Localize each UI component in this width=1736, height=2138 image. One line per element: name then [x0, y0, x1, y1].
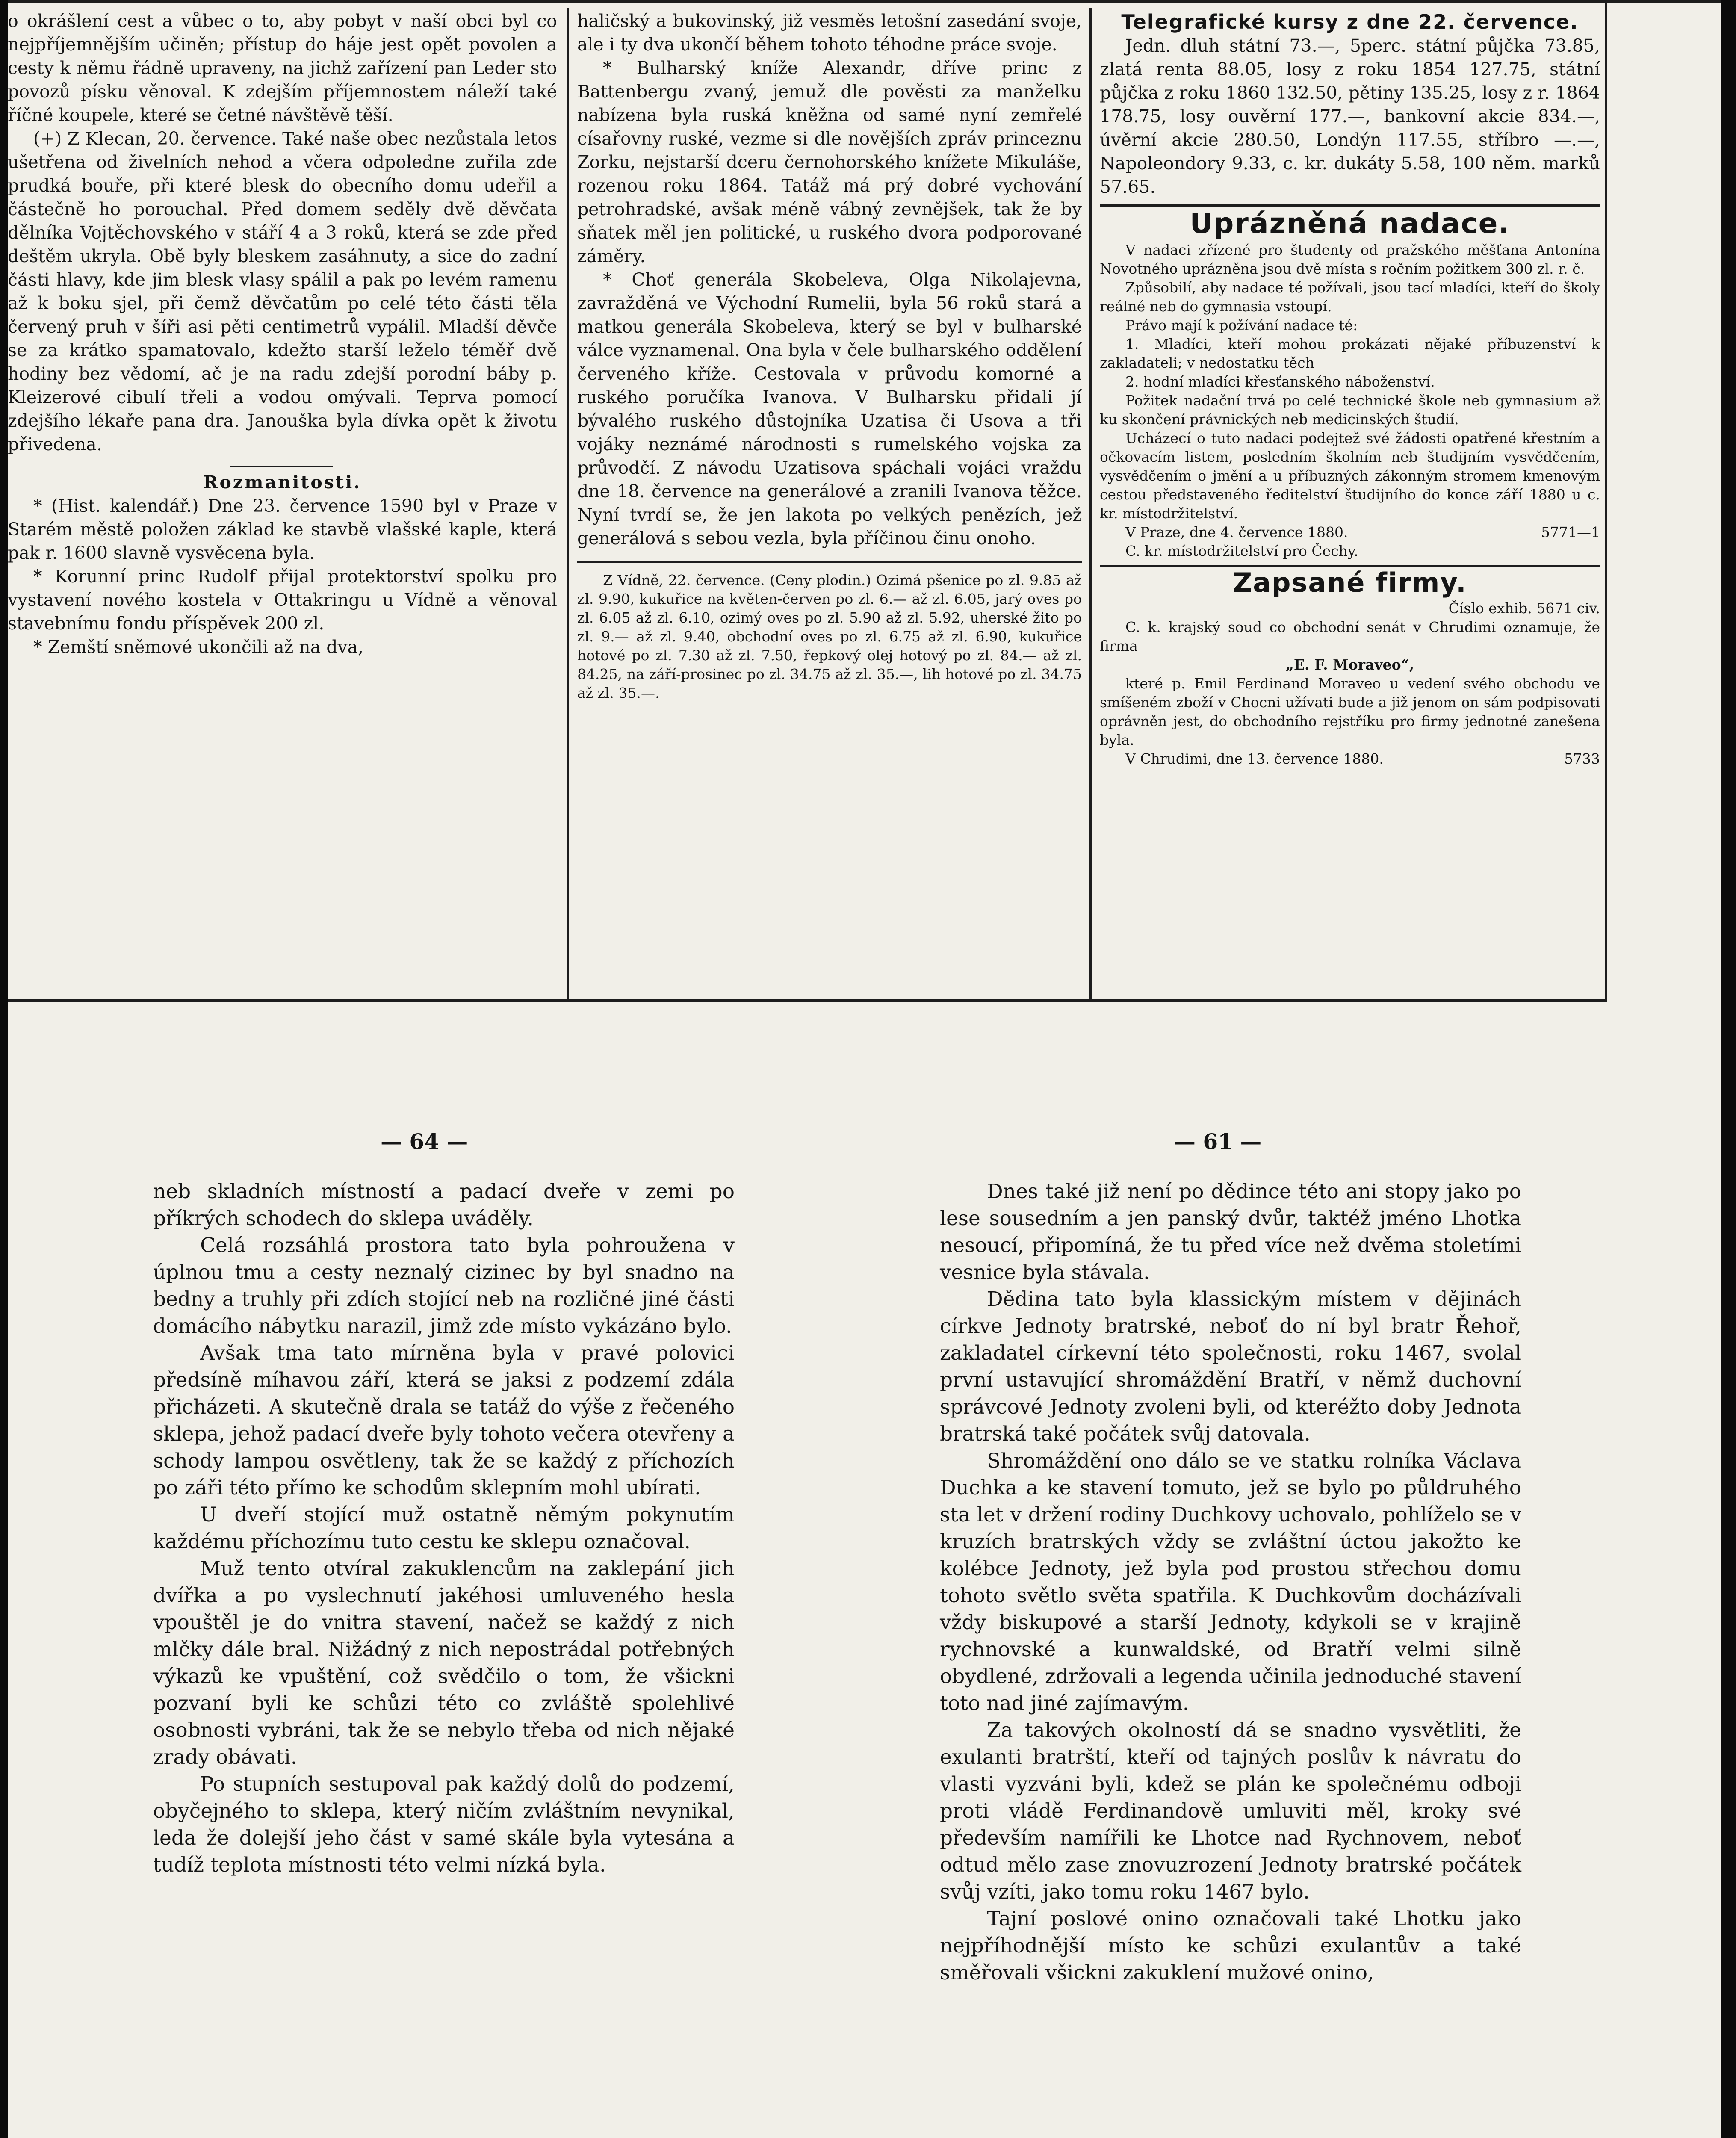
news-item: * Korunní princ Rudolf přijal protektorství spolku pro vystavení nového kostela v Ottakringu u Vídně a věnoval stavebnímu fondu příspěvek 200 zl. — [8, 566, 557, 634]
news-item: * Zemští sněmové ukončili až na dva, — [33, 637, 364, 657]
book-paragraph: Celá rozsáhlá prostora tato byla pohroužena v úplnou tmu a cesty neznalý cizinec by byl snadno na bedny a truhly při zdích stojící neb na rozličné jiné části domácího nábytku narazil, jimž zde místo vykázáno bylo. — [153, 1234, 735, 1338]
section-heading: Rozmanitosti. — [203, 472, 362, 493]
notice-line: C. k. krajský soud co obchodní senát v Chrudimi oznamuje, že firma — [1100, 619, 1600, 654]
notice-line: které p. Emil Ferdinand Moraveo u vedení svého obchodu ve smíšeném zboží v Chocni užívati bude a již jenom on sám podpisovati oprávněn jest, do obchodního rejstříku pro firmy jednotné zanešena byla. — [1100, 675, 1600, 748]
news-column-1 — [8, 9, 557, 659]
book-paragraph: Za takových okolností dá se snadno vysvětliti, že exulanti bratrští, kteří od tajných poslův k návratu do vlasti vyzváni byli, kdež se plán ke společnému odboji proti vládě Ferdinandově umluviti měl, kroky své především namířili ke Lhotce nad Rychnovem, neboť odtud mělo zase znovuzrození Jednoty bratrské počátek svůj vzíti, jako tomu roku 1467 bylo. — [940, 1719, 1521, 1904]
firmy-heading: Zapsané firmy. — [1233, 567, 1467, 598]
notice-date — [1100, 750, 1600, 768]
book-paragraph: Muž tento otvíral zakuklencům na zaklepání jich dvířka a po vyslechnutí jakéhosi umluveného hesla vpouštěl je do vnitra stavení, načež se každý z nich mlčky dále bral. Nižádný z nich nepostrádal potřebných výkazů ke vpuštění, což svědčilo o tom, že všickni pozvaní byli ke schůzi této co zvláště spolehlivé osobnosti vybráni, tak že se nebylo třeba od nich nějaké zrady obávati. — [153, 1557, 735, 1769]
section-separator — [8, 999, 1607, 1002]
article-klecany: (+) Z Klecan, 20. července. Také naše obec nezůstala letos ušetřena od živelních nehod a včera odpoledne zuřila zde prudká bouře, při které blesk do obecního domu udeřil a částečně ho porouchal. Před domem seděly dvě děvčata dělníka Vojtěchovského v stáří 4 a 3 roků, která se zde před deštěm ukryla. Obě byly bleskem zasáhnuty, a sice do zadní části hlavy, kde jim blesk vlasy spálil a pak po levém ramenu až k boku sjel, při čemž děvčatům po celé této části těla červený pruh v šíři asi pěti centimetrů vypálil. Mladší děvče se za krátko spamatovalo, kdežto starší leželo téměř dvě hodiny bez vědomí, ač je na radu zdejší porodní báby p. Kleizerové cibulí třeli a vodou omývali. Teprva pomocí zdejšího lékaře pana dra. Janouška byla dívka opět k životu přivedena. — [8, 128, 557, 455]
news-column-3 — [1100, 9, 1600, 768]
notice-date-text: V Praze, dne 4. července 1880. — [1125, 524, 1348, 540]
notice-line: Ucházecí o tuto nadaci podejtež své žádosti opatřené křestním a očkovacím listem, posledním školním neb študijním vysvědčením, vysvědčením o jmění a u příbuzných zákonným stromem kmenovým cestou představeného ředitelství študijního do konce září 1880 u c. kr. místodržitelství. — [1100, 430, 1600, 522]
notice-line: Požitek nadační trvá po celé technické škole neb gymnasium až ku skončení právnických neb medicinských študií. — [1100, 392, 1600, 428]
news-item: * Choť generála Skobeleva, Olga Nikolajevna, zavražděná ve Východní Rumelii, byla 56 roků stará a matkou generála Skobeleva, který se byl v bulharské válce vyznamenal. Ona byla v čele bulharského oddělení červeného kříže. Cestovala v průvodu komorné a ruského poručíka Ivanova. V Bulharsku přidali jí bývalého ruského důstojníka Uzatisa či Usova a tři vojáky neznámé národnosti s rumelského vojska za průvodčí. Z návodu Uzatisova spáchali vojáci vraždu dne 18. července na generálové a zranili Ivanova těžce. Nyní tvrdí se, že jen lakota po velkých penězích, jež generálová s sebou vezla, byla příčinou činu onoho. — [577, 269, 1082, 549]
notice-date — [1100, 523, 1600, 542]
notice-date-text: V Chrudimi, dne 13. července 1880. — [1125, 750, 1384, 767]
page-number-left: — 64 — — [381, 1129, 468, 1154]
book-paragraph: U dveří stojící muž ostatně němým pokynutím každému příchozímu tuto cestu ke sklepu označoval. — [153, 1503, 735, 1553]
book-paragraph: Avšak tma tato mírněna byla v pravé polovici předsíně míhavou září, která se jaksi z podzemí zdála přicházeti. A skutečně drala se tatáž do výše z řečeného sklepa, jehož padací dveře byly tohoto večera otevřeny a schody lampou osvětleny, tak že se každý z příchozích po záři této přímo ke schodům sklepním mohl ubírati. — [153, 1341, 735, 1500]
article-paragraph: haličský a bukovinský, již vesměs letošní zasedání svoje, ale i ty dva ukončí během tohoto téhodne práce svoje. — [577, 11, 1082, 55]
divider — [577, 561, 1082, 563]
notice-line: 1. Mladíci, kteří mohou prokázati nějaké příbuzenství k zakladateli; v nedostatku těch — [1100, 336, 1600, 371]
notice-line: Právo mají k požívání nadace té: — [1125, 317, 1358, 334]
book-paragraph: neb skladních místností a padací dveře v zemi po příkrých schodech do sklepa uváděly. — [153, 1180, 735, 1230]
telegraf-heading: Telegrafické kursy z dne 22. července. — [1121, 10, 1579, 33]
book-paragraph: Shromáždění ono dálo se ve statku rolníka Václava Duchka a ke stavení tomuto, jež se bylo po půldruhého sta let v držení rodiny Duchkovy uchovalo, pohlíželo se v kruzích bratrských vždy se zvláštní úctou jakožto ke kolébce Jednoty, jež byla pod prostou střechou domu tohoto světlo světa spatřila. K Duchkovům docházívali vždy biskupové a starší Jednoty, kdykoli se v krajině rychnovské a kunwaldské, od Bratří velmi silně obydlené, zdržovali a legenda učinila jednoduché stavení toto nad jiné zajímavým. — [940, 1449, 1521, 1715]
right-edge-rule — [1605, 0, 1607, 999]
book-page-right — [940, 1178, 1521, 1986]
divider — [1100, 565, 1600, 567]
book-paragraph: Dnes také již není po dědince této ani stopy jako po lese sousedním a jen panský dvůr, taktéž jméno Lhotka nesoucí, připomíná, že tu před více než dvěma stoletími vesnice byla stávala. — [940, 1180, 1521, 1284]
scan-edge — [8, 0, 1721, 3]
book-paragraph: Po stupních sestupoval pak každý dolů do podzemí, obyčejného to sklepa, který ničím zvláštním nevynikal, leda že dolejší jeho část v samé skále byla vytesána a tudíž teplota místnosti této velmi nízká byla. — [153, 1772, 735, 1877]
notice-line: V nadaci zřízené pro študenty od pražského měšťana Antonína Novotného uprázněna jsou dvě místa s ročním požitkem 300 zl. r. č. — [1100, 242, 1600, 277]
divider — [230, 466, 333, 467]
book-paragraph: Dědina tato byla klassickým místem v dějinách církve Jednoty bratrské, neboť do ní byl bratr Řehoř, zakladatel církevní této společnosti, roku 1467, svolal první ustavující shromáždění Bratří, v němž duchovní správcové Jednoty zvoleni byli, od kteréžto doby Jednota bratrská také počátek svůj datovala. — [940, 1288, 1521, 1446]
book-page-left — [153, 1178, 735, 1878]
divider — [1100, 204, 1600, 207]
exhibit-number: Číslo exhib. 5671 civ. — [1448, 600, 1600, 617]
news-item: * (Hist. kalendář.) Dne 23. července 1590 byl v Praze v Starém městě položen základ ke stavbě vlašské kaple, která pak r. 1600 slavně vysvěcena byla. — [8, 496, 557, 563]
page-number-right: — 61 — — [1174, 1129, 1262, 1154]
notice-signature: C. kr. místodržitelství pro Čechy. — [1125, 543, 1358, 559]
newspaper-page — [8, 0, 1721, 2138]
firm-name: „E. F. Moraveo“, — [1285, 656, 1414, 673]
nadace-notice — [1100, 241, 1600, 561]
column-rule — [1089, 8, 1092, 999]
book-paragraph: Tajní poslové onino označovali také Lhotku jako nejpříhodnější místo ke schůzi exulantův a také směřovali všickni zakuklení mužové onino, — [940, 1907, 1521, 1984]
column-rule — [567, 8, 569, 999]
telegraf-rates: Jedn. dluh státní 73.—, 5perc. státní půjčka 73.85, zlatá renta 88.05, losy z roku 1854 127.75, státní půjčka z roku 1860 132.50, pětiny 135.25, losy z r. 1864 178.75, losy ouvěrní 177.—, bankovní akcie 834.—, úvěrní akcie 280.50, Londýn 117.55, stříbro —.—, Napoleondory 9.33, c. kr. dukáty 5.58, 100 něm. marků 57.65. — [1100, 35, 1600, 197]
market-prices: Z Vídně, 22. července. (Ceny plodin.) Ozimá pšenice po zl. 9.85 až zl. 9.90, kukuřice na květen-červen po zl. 6.— až zl. 6.05, jarý oves po zl. 6.05 až zl. 6.10, ozimý oves po zl. 5.90 až zl. 5.92, uherské žito po zl. 9.— až zl. 9.40, obchodní oves po zl. 6.75 až zl. 6.90, kukuřice hotové po zl. 7.30 až zl. 7.50, řepkový olej hotový po zl. 84.— až zl. 84.25, na září-prosinec po zl. 34.75 až zl. 35.—, lih hotové po zl. 34.75 až zl. 35.—. — [577, 572, 1082, 701]
firmy-notice — [1100, 599, 1600, 768]
nadace-heading: Uprázněná nadace. — [1190, 207, 1510, 240]
news-item: * Bulharský kníže Alexandr, dříve princ z Battenbergu zvaný, jemuž dle pověsti za manželku nabízena byla ruská kněžna od samé nyní zemřelé císařovny ruské, vezme si dle novějších zpráv princeznu Zorku, nejstarší dceru černohorského knížete Mikuláše, rozenou roku 1864. Tatáž má prý dobré vychování petrohradské, avšak méně vábný zevnějšek, tak že by sňatek měl jen politické, u ruského dvora podporované záměry. — [577, 58, 1082, 266]
notice-code: 5733 — [1564, 750, 1600, 767]
notice-number: 5771—1 — [1541, 524, 1600, 540]
notice-line: 2. hodní mladíci křesťanského náboženství. — [1125, 373, 1435, 390]
article-paragraph: o okrášlení cest a vůbec o to, aby pobyt v naší obci byl co nejpříjemnějším učiněn; přístup do háje jest opět povolen a cesty k němu řádně upraveny, na jichž zařízení pan Leder sto povozů písku věnoval. K zdejším příjemnostem náleží také říčné koupele, které se četné návštěvě těší. — [8, 11, 557, 125]
notice-line: Způsobilí, aby nadace té požívali, jsou tací mladíci, kteří do školy reálné neb do gymnasia vstoupí. — [1100, 279, 1600, 315]
news-column-2 — [577, 9, 1082, 703]
